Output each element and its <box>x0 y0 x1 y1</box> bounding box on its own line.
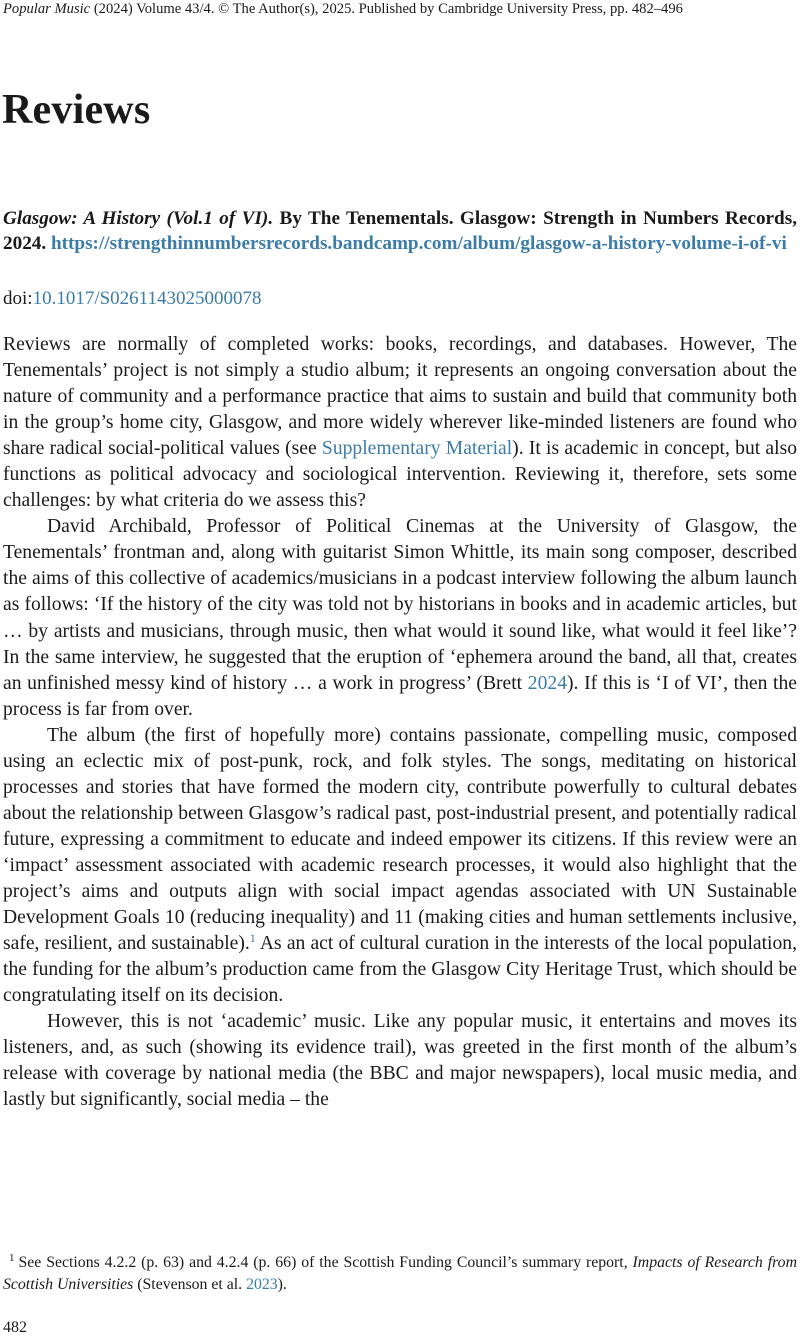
album-url-link[interactable]: https://strengthinnumbersrecords.bandcamp.com/album/glasgow-a-history-volume-i-of-vi <box>50 233 787 254</box>
citation-link-stevenson-2023[interactable]: 2023 <box>246 1276 278 1293</box>
paragraph-text: The album (the first of hopefully more) contains passionate, compelling music, composed using an eclectic mix of post-punk, rock, and folk styles. The songs, meditating on historical processes and stories that have formed the modern city, contribute powerfully to cultural debates about the relationship between Glasgow’s radical past, post-industrial present, and potentially radical future, expressing a commitment to educate and indeed empower its citizens. If this review were an ‘impact’ assessment associated with academic research processes, it would also highlight that the project’s aims and outputs align with social impact agendas associated with UN Sustainable Development Goals 10 (reducing inequality) and 11 (making cities and human settlements inclusive, safe, resilient, and sustainable). <box>3 724 797 955</box>
citation-link-brett-2024[interactable]: 2024 <box>527 672 567 694</box>
doi-label: doi: <box>3 288 33 309</box>
footnote-text: (Stevenson et al. <box>133 1276 247 1293</box>
page-number: 482 <box>3 1319 27 1336</box>
paragraph-text: ). If this is ‘I of VI’, then the process is far from over. <box>3 672 797 720</box>
footnote-number: 1 <box>9 1252 15 1264</box>
running-head <box>3 0 793 18</box>
paragraph-4: However, this is not ‘academic’ music. Like any popular music, it entertains and moves its listeners, and, as such (showing its evidence trail), was greeted in the first month of the album’s release with coverage by national media (the BBC and major newspapers), local music media, and lastly but significantly, social media – the <box>3 1011 797 1111</box>
review-header <box>3 206 797 256</box>
footnote-ref-1[interactable]: 1 <box>249 931 256 946</box>
supplementary-material-link[interactable]: Supplementary Material <box>321 438 513 460</box>
section-title: Reviews <box>2 87 151 133</box>
review-byline: By The Tenementals. Glasgow: Strength in Numbers Records, 2024. <box>3 208 797 254</box>
paragraph-text: As an act of cultural curation in the interests of the local population, the funding for the album’s production came from the Glasgow City Heritage Trust, which should be congratulating itself on its decision. <box>3 933 797 1007</box>
journal-details: (2024) Volume 43/4. © The Author(s), 2025. Published by Cambridge University Press, pp. 482–496 <box>93 1 683 17</box>
paragraph-text: David Archibald, Professor of Political Cinemas at the University of Glasgow, the Tenementals’ frontman and, along with guitarist Simon Whittle, its main song composer, described the aims of this collective of academics/musicians in a podcast interview following the album launch as follows: ‘If the history of the city was told not by historians in books and in academic articles, but … by artists and musicians, through music, then what would it sound like, what would it feel like’? In the same interview, he suggested that the eruption of ‘ephemera around the band, all that, creates an unfinished messy kind of history … a work in progress’ (Brett <box>3 516 797 694</box>
journal-name: Popular Music <box>3 1 91 17</box>
paragraph-2 <box>3 514 797 722</box>
paragraph-text: Reviews are normally of completed works: books, recordings, and databases. However, The Tenementals’ project is not simply a studio album; it represents an ongoing conversation about the nature of community and a performance practice that aims to sustain and build that community both in the group’s home city, Glasgow, and more widely wherever like-minded listeners are found who share radical social-political values (see <box>3 334 797 460</box>
paragraph-text: ). It is academic in concept, but also functions as political advocacy and sociological intervention. Reviewing it, therefore, sets some challenges: by what criteria do we assess this? <box>3 438 797 512</box>
paragraph-3 <box>3 723 797 1010</box>
reviewed-work-title: Glasgow: A History (Vol.1 of VI). <box>3 208 274 229</box>
review-body <box>3 332 797 1113</box>
paragraph-1 <box>3 332 797 514</box>
report-title: Impacts of Research from Scottish Universities <box>3 1254 797 1293</box>
doi-link[interactable]: 10.1017/S0261143025000078 <box>32 288 262 309</box>
footnote-text: See Sections 4.2.2 (p. 63) and 4.2.4 (p. 66) of the Scottish Funding Council’s summary report, <box>18 1254 633 1271</box>
doi-line <box>3 286 261 311</box>
footnote-1 <box>3 1252 797 1296</box>
footnote-text: ). <box>277 1276 287 1293</box>
